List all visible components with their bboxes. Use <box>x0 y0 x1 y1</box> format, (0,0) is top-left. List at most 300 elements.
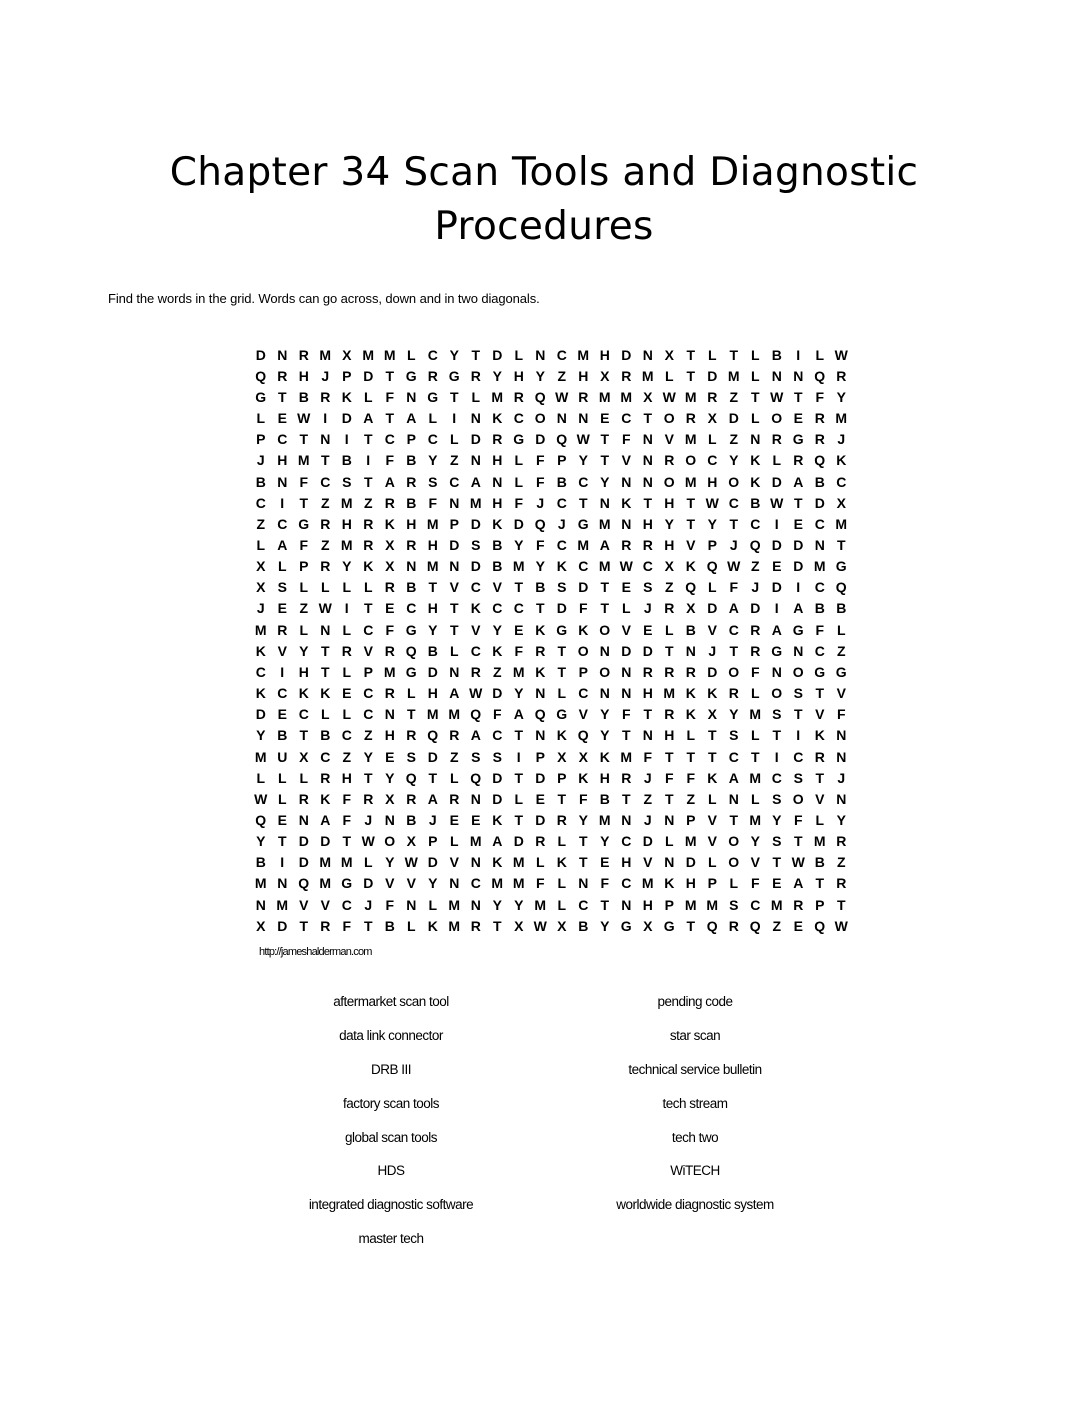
grid-letter: B <box>277 727 288 744</box>
grid-letter: M <box>448 706 461 723</box>
grid-letter: T <box>449 600 459 617</box>
grid-letter: B <box>255 473 266 490</box>
grid-letter: D <box>513 833 524 850</box>
grid-letter: B <box>341 452 352 469</box>
grid-letter: V <box>836 685 846 702</box>
grid-letter: K <box>492 410 503 427</box>
grid-letter: F <box>750 875 760 892</box>
grid-letter: M <box>749 706 762 723</box>
grid-letter: B <box>814 600 825 617</box>
grid-letter: T <box>471 346 481 363</box>
grid-letter: H <box>298 367 309 384</box>
grid-letter: A <box>728 600 739 617</box>
grid-letter: M <box>641 875 654 892</box>
grid-letter: N <box>277 346 288 363</box>
grid-letter: C <box>578 685 589 702</box>
grid-letter: N <box>492 473 503 490</box>
grid-letter: Z <box>363 494 373 511</box>
grid-letter: G <box>792 621 804 638</box>
grid-letter: B <box>535 579 546 596</box>
grid-letter: D <box>707 600 718 617</box>
grid-letter: C <box>728 621 739 638</box>
grid-letter: K <box>599 748 610 765</box>
grid-letter: D <box>427 748 438 765</box>
grid-letter: Y <box>385 854 395 871</box>
grid-letter: Y <box>428 875 438 892</box>
grid-letter: R <box>470 917 481 934</box>
grid-letter: Y <box>600 833 610 850</box>
grid-letter: C <box>363 621 374 638</box>
grid-letter: W <box>791 854 805 871</box>
grid-letter: T <box>514 812 524 829</box>
grid-letter: N <box>642 727 653 744</box>
grid-letter: N <box>384 812 395 829</box>
grid-letter: C <box>470 642 481 659</box>
grid-letter: D <box>492 685 503 702</box>
grid-letter: I <box>280 494 285 511</box>
grid-letter: M <box>577 536 590 553</box>
grid-letter: D <box>642 642 653 659</box>
grid-letter: L <box>836 621 846 638</box>
grid-letter: N <box>578 410 589 427</box>
grid-letter: T <box>342 833 352 850</box>
grid-letter: C <box>642 558 653 575</box>
grid-letter: B <box>255 854 266 871</box>
grid-letter: R <box>513 388 524 405</box>
grid-row <box>250 704 852 725</box>
grid-letter: R <box>836 367 847 384</box>
grid-letter: G <box>448 367 460 384</box>
grid-letter: T <box>686 917 696 934</box>
grid-letter: M <box>512 663 525 680</box>
grid-letter: Q <box>298 875 310 892</box>
grid-letter: T <box>686 367 696 384</box>
grid-letter: P <box>406 431 416 448</box>
grid-letter: R <box>277 367 288 384</box>
grid-letter: M <box>426 558 439 575</box>
grid-letter: L <box>664 621 674 638</box>
grid-letter: D <box>556 600 567 617</box>
grid-letter: L <box>277 769 287 786</box>
grid-row <box>250 577 852 598</box>
grid-letter: H <box>427 685 438 702</box>
grid-letter: S <box>406 748 416 765</box>
grid-letter: W <box>533 917 547 934</box>
grid-letter: L <box>815 812 825 829</box>
grid-letter: B <box>406 452 417 469</box>
grid-letter: R <box>320 388 331 405</box>
grid-letter: V <box>750 854 760 871</box>
grid-letter: S <box>729 896 739 913</box>
word-list-item: HDS <box>377 1163 405 1179</box>
grid-letter: L <box>363 579 373 596</box>
grid-letter: A <box>470 727 481 744</box>
grid-letter: R <box>836 875 847 892</box>
grid-letter: H <box>664 727 675 744</box>
grid-letter: W <box>770 494 784 511</box>
grid-letter: C <box>427 431 438 448</box>
grid-letter: K <box>556 558 567 575</box>
grid-letter: T <box>664 790 674 807</box>
grid-letter: L <box>664 833 674 850</box>
grid-letter: F <box>299 473 309 490</box>
grid-letter: K <box>384 515 395 532</box>
grid-letter: M <box>684 431 697 448</box>
grid-letter: Y <box>707 515 717 532</box>
grid-letter: Z <box>686 790 696 807</box>
grid-letter: V <box>492 579 502 596</box>
grid-letter: Q <box>427 727 439 744</box>
grid-letter: D <box>750 600 761 617</box>
grid-letter: K <box>363 558 374 575</box>
grid-letter: X <box>514 917 524 934</box>
grid-letter: G <box>577 515 589 532</box>
grid-letter: D <box>470 431 481 448</box>
grid-row <box>250 450 852 471</box>
grid-letter: G <box>427 388 439 405</box>
grid-letter: R <box>363 536 374 553</box>
grid-letter: D <box>621 346 632 363</box>
grid-letter: N <box>406 558 417 575</box>
grid-letter: R <box>320 558 331 575</box>
grid-letter: H <box>664 536 675 553</box>
grid-letter: T <box>686 748 696 765</box>
grid-letter: A <box>384 473 395 490</box>
grid-letter: L <box>815 346 825 363</box>
grid-letter: N <box>255 896 266 913</box>
grid-letter: M <box>813 558 826 575</box>
grid-letter: T <box>277 388 287 405</box>
grid-letter: A <box>793 875 804 892</box>
grid-letter: D <box>255 706 266 723</box>
grid-letter: D <box>578 579 589 596</box>
grid-letter: E <box>277 812 287 829</box>
grid-letter: Z <box>750 558 760 575</box>
grid-letter: J <box>708 642 717 659</box>
grid-letter: M <box>706 896 719 913</box>
grid-letter: A <box>793 473 804 490</box>
grid-letter: Z <box>449 748 459 765</box>
grid-letter: J <box>428 812 437 829</box>
grid-letter: C <box>406 600 417 617</box>
grid-letter: F <box>342 917 352 934</box>
grid-letter: Z <box>664 579 674 596</box>
grid-letter: V <box>449 854 459 871</box>
grid-letter: T <box>299 494 309 511</box>
grid-letter: X <box>385 790 395 807</box>
grid-letter: C <box>384 431 395 448</box>
grid-letter: L <box>342 663 352 680</box>
grid-letter: F <box>750 663 760 680</box>
grid-letter: N <box>470 896 481 913</box>
grid-letter: F <box>535 536 545 553</box>
word-list-right <box>545 992 845 1229</box>
grid-letter: L <box>342 579 352 596</box>
grid-letter: N <box>728 790 739 807</box>
grid-letter: K <box>298 685 309 702</box>
grid-letter: Y <box>836 812 846 829</box>
grid-letter: N <box>664 854 675 871</box>
grid-letter: L <box>686 727 696 744</box>
grid-letter: V <box>449 579 459 596</box>
grid-letter: T <box>600 579 610 596</box>
grid-letter: Y <box>600 706 610 723</box>
grid-letter: D <box>793 558 804 575</box>
grid-letter: D <box>492 769 503 786</box>
grid-letter: D <box>707 367 718 384</box>
grid-letter: N <box>599 494 610 511</box>
grid-letter: R <box>470 367 481 384</box>
grid-letter: F <box>514 494 524 511</box>
grid-letter: K <box>427 917 438 934</box>
grid-letter: M <box>276 896 289 913</box>
grid-letter: Y <box>299 642 309 659</box>
grid-letter: J <box>729 536 738 553</box>
grid-letter: T <box>643 494 653 511</box>
grid-letter: T <box>320 452 330 469</box>
grid-letter: F <box>428 494 438 511</box>
grid-row <box>250 767 852 788</box>
grid-letter: Q <box>685 579 697 596</box>
grid-letter: N <box>621 896 632 913</box>
grid-letter: G <box>771 642 783 659</box>
grid-letter: N <box>449 558 460 575</box>
grid-letter: N <box>814 536 825 553</box>
grid-letter: V <box>815 706 825 723</box>
grid-letter: H <box>599 769 610 786</box>
grid-letter: Y <box>664 515 674 532</box>
grid-row <box>250 471 852 492</box>
grid-letter: L <box>406 917 416 934</box>
grid-letter: E <box>643 621 653 638</box>
grid-letter: H <box>599 346 610 363</box>
grid-letter: M <box>813 833 826 850</box>
grid-letter: L <box>449 769 459 786</box>
grid-letter: O <box>728 854 740 871</box>
grid-letter: K <box>664 875 675 892</box>
grid-letter: H <box>664 494 675 511</box>
grid-letter: M <box>319 346 332 363</box>
grid-letter: Y <box>729 706 739 723</box>
grid-letter: W <box>318 600 332 617</box>
grid-letter: Y <box>729 452 739 469</box>
grid-letter: X <box>578 748 588 765</box>
grid-letter: T <box>664 642 674 659</box>
grid-letter: F <box>815 621 825 638</box>
grid-letter: N <box>535 346 546 363</box>
grid-letter: L <box>256 769 266 786</box>
grid-letter: K <box>685 685 696 702</box>
grid-row <box>250 683 852 704</box>
grid-letter: M <box>512 558 525 575</box>
grid-letter: D <box>621 642 632 659</box>
grid-letter: R <box>320 917 331 934</box>
grid-letter: N <box>771 367 782 384</box>
grid-letter: Q <box>470 706 482 723</box>
grid-letter: T <box>557 642 567 659</box>
grid-letter: O <box>577 642 589 659</box>
grid-letter: S <box>557 579 567 596</box>
grid-letter: N <box>277 473 288 490</box>
grid-letter: X <box>643 917 653 934</box>
grid-row <box>250 725 852 746</box>
grid-letter: B <box>406 812 417 829</box>
grid-letter: Y <box>256 833 266 850</box>
grid-letter: K <box>750 473 761 490</box>
grid-letter: T <box>772 727 782 744</box>
grid-letter: T <box>578 494 588 511</box>
grid-letter: F <box>342 812 352 829</box>
grid-letter: I <box>323 410 328 427</box>
grid-letter: R <box>406 473 417 490</box>
grid-letter: N <box>470 452 481 469</box>
word-list-item: global scan tools <box>344 1129 438 1145</box>
grid-letter: H <box>298 663 309 680</box>
grid-letter: E <box>342 685 352 702</box>
grid-letter: L <box>299 579 309 596</box>
grid-letter: X <box>600 367 610 384</box>
grid-letter: T <box>557 790 567 807</box>
grid-letter: L <box>256 410 266 427</box>
grid-letter: W <box>404 854 418 871</box>
grid-letter: R <box>470 663 481 680</box>
grid-letter: E <box>277 706 287 723</box>
grid-letter: T <box>385 367 395 384</box>
grid-letter: L <box>299 621 309 638</box>
grid-letter: T <box>815 685 825 702</box>
grid-letter: T <box>449 621 459 638</box>
grid-letter: K <box>255 685 266 702</box>
grid-letter: X <box>256 558 266 575</box>
grid-letter: L <box>750 346 760 363</box>
grid-letter: X <box>299 748 309 765</box>
grid-letter: Q <box>556 431 568 448</box>
grid-letter: R <box>814 431 825 448</box>
grid-letter: Z <box>492 663 502 680</box>
grid-letter: N <box>599 642 610 659</box>
grid-letter: R <box>621 769 632 786</box>
grid-letter: Y <box>342 558 352 575</box>
grid-letter: G <box>663 917 675 934</box>
grid-letter: T <box>514 579 524 596</box>
grid-letter: B <box>556 473 567 490</box>
grid-letter: R <box>535 642 546 659</box>
grid-letter: V <box>815 790 825 807</box>
grid-letter: E <box>385 600 395 617</box>
grid-letter: K <box>707 769 718 786</box>
grid-letter: N <box>836 748 847 765</box>
grid-letter: R <box>578 388 589 405</box>
grid-letter: L <box>621 600 631 617</box>
grid-letter: W <box>619 558 633 575</box>
grid-letter: M <box>297 452 310 469</box>
grid-letter: N <box>642 346 653 363</box>
grid-letter: D <box>298 854 309 871</box>
grid-row <box>250 365 852 386</box>
grid-letter: R <box>621 367 632 384</box>
grid-letter: M <box>749 769 762 786</box>
grid-letter: N <box>470 854 481 871</box>
grid-letter: K <box>814 727 825 744</box>
grid-letter: T <box>299 431 309 448</box>
grid-letter: V <box>707 812 717 829</box>
grid-letter: M <box>641 367 654 384</box>
grid-letter: R <box>449 727 460 744</box>
grid-letter: D <box>793 536 804 553</box>
grid-letter: N <box>470 790 481 807</box>
grid-letter: B <box>406 494 417 511</box>
grid-letter: F <box>621 706 631 723</box>
grid-letter: Y <box>428 621 438 638</box>
word-list-item: star scan <box>669 1027 721 1043</box>
grid-letter: T <box>793 706 803 723</box>
grid-letter: G <box>405 663 417 680</box>
grid-letter: Q <box>470 769 482 786</box>
page-title <box>0 146 1088 254</box>
grid-letter: O <box>599 621 611 638</box>
grid-letter: L <box>514 790 524 807</box>
grid-letter: N <box>750 431 761 448</box>
grid-letter: C <box>556 494 567 511</box>
grid-letter: Q <box>749 536 761 553</box>
grid-letter: W <box>834 917 848 934</box>
grid-letter: A <box>277 536 288 553</box>
grid-row <box>250 429 852 450</box>
grid-letter: T <box>600 600 610 617</box>
grid-letter: X <box>385 558 395 575</box>
grid-letter: N <box>320 621 331 638</box>
grid-letter: Z <box>729 388 739 405</box>
grid-letter: L <box>707 854 717 871</box>
grid-letter: Y <box>492 367 502 384</box>
grid-letter: I <box>344 600 349 617</box>
grid-letter: I <box>344 431 349 448</box>
grid-letter: O <box>384 833 396 850</box>
grid-letter: L <box>277 558 287 575</box>
grid-letter: M <box>383 346 396 363</box>
grid-letter: K <box>750 452 761 469</box>
grid-letter: K <box>470 600 481 617</box>
grid-letter: C <box>750 896 761 913</box>
grid-letter: R <box>363 790 374 807</box>
grid-letter: R <box>406 536 417 553</box>
grid-letter: M <box>727 367 740 384</box>
grid-letter: B <box>685 621 696 638</box>
grid-letter: I <box>774 600 779 617</box>
grid-letter: T <box>363 473 373 490</box>
grid-letter: G <box>341 875 353 892</box>
grid-letter: N <box>599 685 610 702</box>
grid-letter: Q <box>405 642 417 659</box>
grid-letter: M <box>448 917 461 934</box>
grid-letter: D <box>814 494 825 511</box>
grid-letter: H <box>642 896 653 913</box>
grid-letter: A <box>449 685 460 702</box>
grid-letter: G <box>513 431 525 448</box>
grid-letter: F <box>385 388 395 405</box>
grid-letter: Y <box>514 685 524 702</box>
grid-row <box>250 534 852 555</box>
grid-letter: Y <box>492 896 502 913</box>
grid-letter: T <box>535 600 545 617</box>
grid-letter: L <box>514 473 524 490</box>
grid-letter: L <box>471 388 481 405</box>
grid-letter: V <box>277 642 287 659</box>
grid-row <box>250 619 852 640</box>
grid-letter: H <box>427 536 438 553</box>
grid-letter: G <box>556 621 568 638</box>
grid-letter: R <box>642 536 653 553</box>
